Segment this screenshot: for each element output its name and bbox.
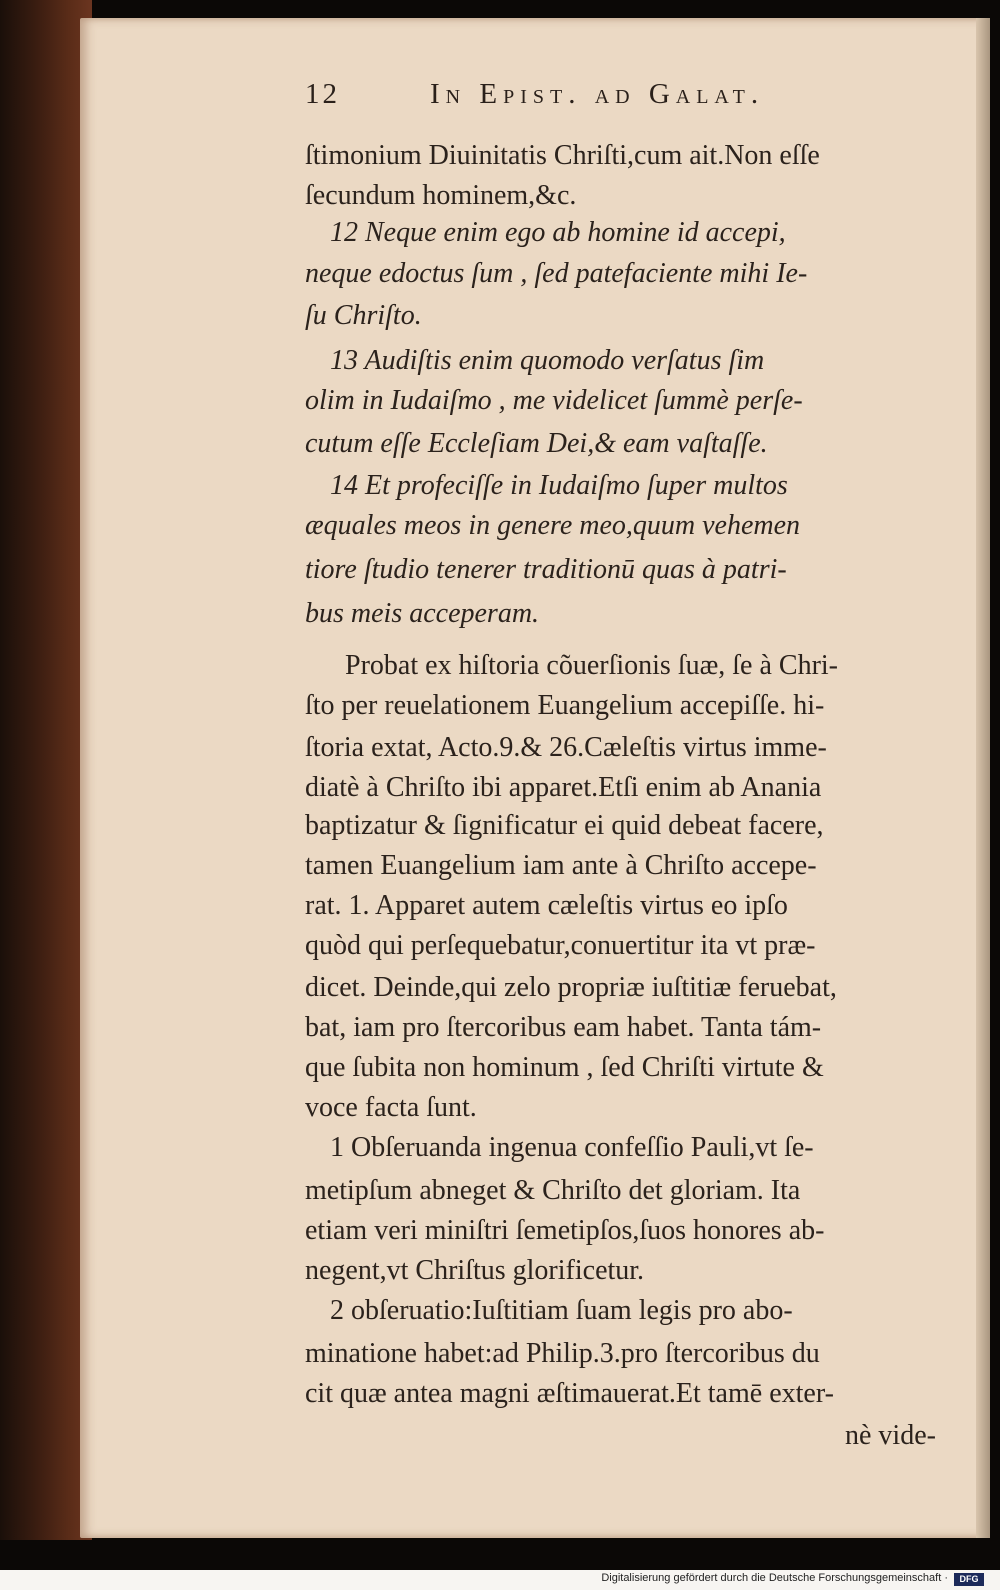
text-line: negent,vt Chriſtus glorificetur. [305,1255,645,1286]
text-line: quòd qui perſequebatur,conuertitur ita vt præ- [305,930,816,961]
text-line: ſecundum hominem,&c. [305,180,577,211]
text-line: æquales meos in genere meo,quum vehemen [305,510,801,541]
dfg-logo: DFG [954,1573,984,1586]
text-line: diatè à Chriſto ibi apparet.Etſi enim ab Anania [305,772,822,803]
text-line: tamen Euangelium iam ante à Chriſto accepe- [305,850,817,881]
text-line: 2 obſeruatio:Iuſtitiam ſuam legis pro abo- [330,1295,793,1326]
text-line: metipſum abneget & Chriſto det gloriam. Ita [305,1175,801,1206]
text-line: cutum eſſe Eccleſiam Dei,& eam vaſtaſſe. [305,428,768,459]
text-line: 1 Obſeruanda ingenua confeſſio Pauli,vt ſe- [330,1132,814,1163]
text-line: Probat ex hiſtoria cõuerſionis ſuæ, ſe à Chri- [345,650,839,681]
page-number: 12 [305,78,340,110]
text-line: cit quæ antea magni æſtimauerat.Et tamē exter- [305,1378,834,1409]
text-line: neque edoctus ſum , ſed patefaciente mihi Ie- [305,258,808,289]
text-line: nè vide- [845,1420,936,1451]
footer-credit: Digitalisierung gefördert durch die Deutsche Forschungsgemeinschaft · [601,1572,948,1584]
text-line: bat, iam pro ſtercoribus eam habet. Tanta tám- [305,1012,822,1043]
text-line: ſto per reuelationem Euangelium accepiſſe. hi- [305,690,825,721]
text-line: ſtimonium Diuinitatis Chriſti,cum ait.Non eſſe [305,140,820,171]
text-line: ſu Chriſto. [305,300,422,331]
text-line: 12 Neque enim ego ab homine id accepi, [330,217,786,248]
text-line: minatione habet:ad Philip.3.pro ſtercoribus du [305,1338,820,1369]
text-line: rat. 1. Apparet autem cæleſtis virtus eo ipſo [305,890,788,921]
footer-bar [0,1570,1000,1590]
page-edge [976,18,990,1538]
text-line: tiore ſtudio tenerer traditionū quas à patri- [305,554,787,585]
text-line: dicet. Deinde,qui zelo propriæ iuſtitiæ feruebat, [305,972,837,1003]
text-line: 13 Audiſtis enim quomodo verſatus ſim [330,345,765,376]
book-cover-edge [0,0,92,1540]
running-title: In Epist. ad Galat. [430,78,765,110]
text-line: olim in Iudaiſmo , me videlicet ſummè perſe- [305,385,803,416]
text-line: ſtoria extat, Acto.9.& 26.Cæleſtis virtus imme- [305,732,827,763]
text-line: que ſubita non hominum , ſed Chriſti virtute & [305,1052,824,1083]
text-line: etiam veri miniſtri ſemetipſos,ſuos honores ab- [305,1215,825,1246]
text-line: 14 Et profeciſſe in Iudaiſmo ſuper multos [330,470,788,501]
text-line: bus meis acceperam. [305,598,540,629]
text-line: voce facta ſunt. [305,1092,477,1123]
text-line: baptizatur & ſignificatur ei quid debeat facere, [305,810,824,841]
